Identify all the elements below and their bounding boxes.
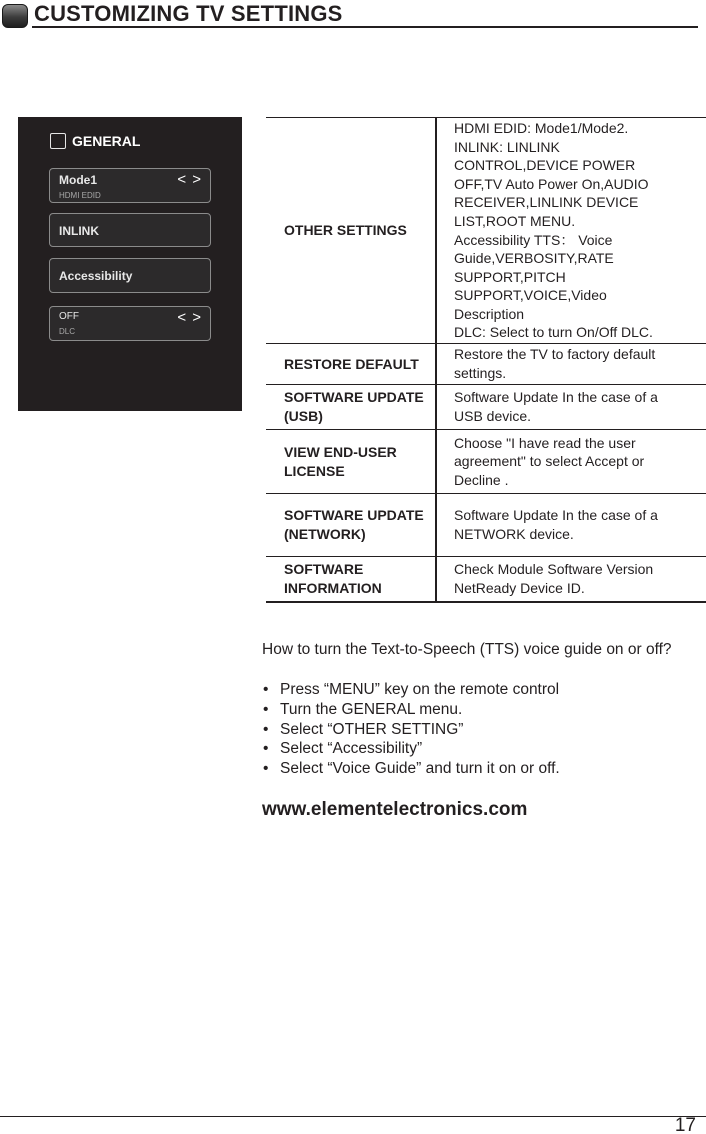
- description-line: settings.: [454, 365, 507, 381]
- list-item: [262, 700, 692, 720]
- description-line: USB device.: [454, 408, 532, 424]
- bullet-icon: •: [263, 700, 269, 718]
- tv-menu-item-label: INLINK: [59, 224, 99, 238]
- setting-description: [436, 385, 706, 430]
- setting-name: VIEW END-USER LICENSE: [266, 430, 436, 494]
- tv-menu-item-accessibility: [49, 258, 211, 293]
- tv-menu-item-dlc: [49, 306, 211, 341]
- settings-table: [266, 117, 706, 603]
- bullet-icon: •: [263, 740, 269, 758]
- step-text: Press “MENU” key on the remote control: [280, 681, 560, 698]
- description-line: OFF,TV Auto Power On,AUDIO: [454, 175, 649, 192]
- setting-description: [436, 557, 706, 602]
- table-row: [266, 557, 706, 602]
- description-line: Guide,VERBOSITY,RATE: [454, 250, 614, 267]
- tv-menu-item-inlink: [49, 213, 211, 247]
- description-line: HDMI EDID: Mode1/Mode2.: [454, 119, 629, 136]
- setting-description: [436, 494, 706, 557]
- step-text: Select “OTHER SETTING”: [280, 720, 464, 738]
- setting-name: RESTORE DEFAULT: [266, 344, 436, 385]
- checkbox-icon: [50, 133, 66, 149]
- tts-question: How to turn the Text-to-Speech (TTS) voice guide on or off?: [262, 641, 672, 658]
- page-title: CUSTOMIZING TV SETTINGS: [34, 1, 343, 26]
- step-text: Select “Voice Guide” and turn it on or off.: [280, 760, 560, 778]
- description-line: NETWORK device.: [454, 526, 574, 542]
- left-right-arrows-icon: < >: [177, 171, 202, 188]
- description-line: DLC: Select to turn On/Off DLC.: [454, 324, 653, 341]
- tts-steps-list: [262, 680, 692, 779]
- bullet-icon: •: [263, 760, 269, 778]
- bullet-icon: •: [263, 720, 269, 738]
- step-text: Turn the GENERAL menu.: [280, 700, 463, 718]
- footer-rule: [0, 1116, 706, 1117]
- header-rule: [32, 26, 698, 28]
- list-item: [262, 759, 692, 779]
- description-line: RECEIVER,LINLINK DEVICE: [454, 194, 639, 211]
- setting-description: [436, 118, 706, 344]
- description-line: SUPPORT,VOICE,Video: [454, 287, 607, 304]
- description-line: Check Module Software Version: [454, 561, 654, 578]
- table-row: [266, 118, 706, 344]
- tv-menu-heading-label: GENERAL: [72, 133, 141, 149]
- table-row: [266, 385, 706, 430]
- page-number: 17: [674, 1115, 696, 1134]
- website-url: www.elementelectronics.com: [262, 799, 528, 820]
- description-line: Description: [454, 305, 525, 322]
- tv-menu-item-label: Accessibility: [59, 269, 133, 283]
- description-line: Accessibility TTS： Voice: [454, 231, 613, 248]
- tv-menu-panel: [18, 117, 242, 411]
- setting-name: SOFTWARE UPDATE (NETWORK): [266, 494, 436, 557]
- list-item: [262, 720, 692, 740]
- table-row: [266, 430, 706, 494]
- tv-menu-item-sublabel: HDMI EDID: [59, 191, 101, 200]
- description-line: Choose "I have read the user: [454, 434, 636, 451]
- setting-name: SOFTWARE UPDATE (USB): [266, 385, 436, 430]
- description-line: LIST,ROOT MENU.: [454, 212, 576, 229]
- description-line: CONTROL,DEVICE POWER: [454, 157, 636, 174]
- list-item: [262, 680, 692, 700]
- description-line: Decline .: [454, 471, 509, 488]
- left-right-arrows-icon: < >: [177, 309, 202, 326]
- bullet-icon: •: [263, 681, 269, 698]
- description-line: Software Update In the case of a: [454, 507, 658, 524]
- table-row: [266, 494, 706, 557]
- table-row: [266, 344, 706, 385]
- list-item: [262, 739, 692, 759]
- description-line: agreement" to select Accept or: [454, 453, 645, 470]
- tv-menu-heading: [50, 133, 140, 149]
- setting-name: OTHER SETTINGS: [266, 118, 436, 344]
- tv-menu-item-value: Mode1: [59, 173, 98, 187]
- description-line: INLINK: LINLINK: [454, 138, 560, 155]
- setting-description: [436, 344, 706, 385]
- description-line: NetReady Device ID.: [454, 579, 585, 596]
- description-line: SUPPORT,PITCH: [454, 268, 566, 285]
- tv-menu-item-sublabel: DLC: [59, 327, 76, 336]
- step-text: Select “Accessibility”: [280, 740, 423, 758]
- tv-menu-item-hdmi-edid: [49, 168, 211, 203]
- description-line: Software Update In the case of a: [454, 389, 658, 406]
- setting-name: SOFTWARE INFORMATION: [266, 557, 436, 602]
- setting-description: [436, 430, 706, 494]
- header-badge-icon: [2, 4, 28, 28]
- description-line: Restore the TV to factory default: [454, 346, 656, 363]
- tv-menu-item-value: OFF: [59, 311, 79, 322]
